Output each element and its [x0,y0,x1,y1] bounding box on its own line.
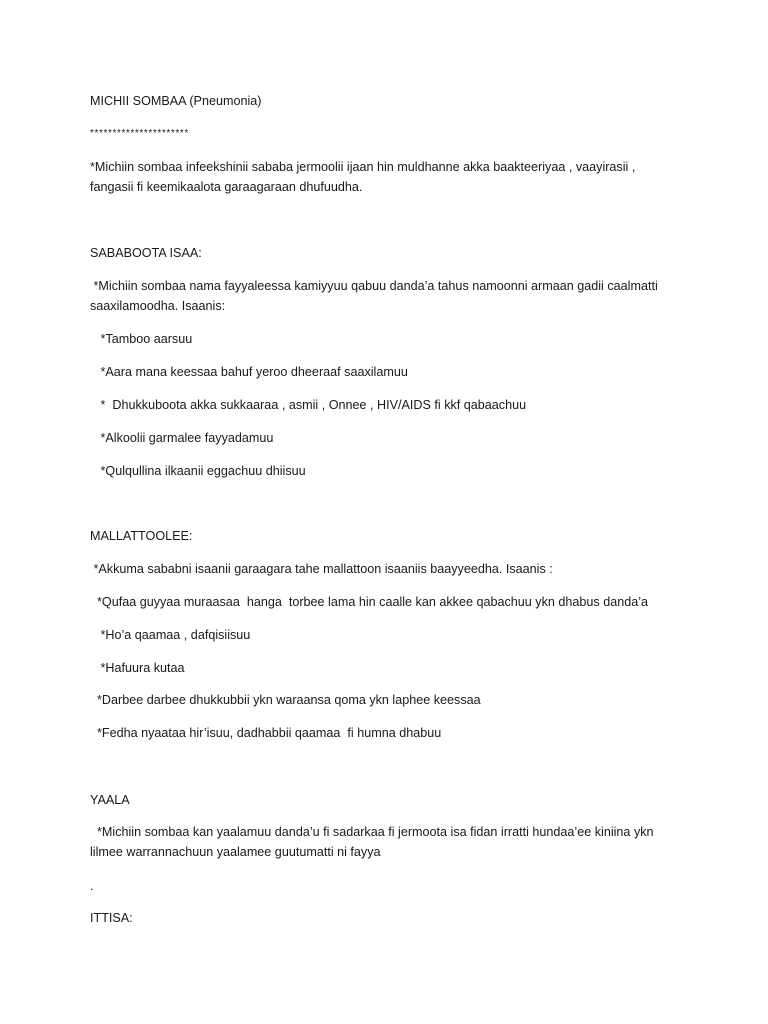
causes-item: * Dhukkuboota akka sukkaaraa , asmii , Onnee , HIV/AIDS fi kkf qabaachuu [90,398,527,412]
document-title: MICHII SOMBAA (Pneumonia) [90,94,262,108]
treatment-paragraph: *Michiin sombaa kan yaalamuu danda’u fi sadarkaa fi jermoota isa fidan irratti hundaa’ee kiniina ykn lilmee warrannachuun yaalamee guutumatti ni fayya [90,825,654,859]
symptoms-intro: *Akkuma sababni isaanii garaagara tahe mallattoon isaaniis baayyeedha. Isaanis : [90,562,553,576]
title-separator: ********************** [90,128,189,139]
symptoms-heading: MALLATTOOLEE: [90,529,193,543]
intro-paragraph: *Michiin sombaa infeekshinii sababa jermoolii ijaan hin muldhanne akka baakteeriyaa , vaayirasii , fangasii fi keemikaalota garaagaraan dhufuudha. [90,160,636,194]
causes-intro: *Michiin sombaa nama fayyaleessa kamiyyuu qabuu danda’a tahus namoonni armaan gadii caalmatti saaxilamoodha. Isaanis: [90,279,658,313]
causes-item: *Tamboo aarsuu [90,332,193,346]
treatment-heading: YAALA [90,793,130,807]
causes-item: *Qulqullina ilkaanii eggachuu dhiisuu [90,464,306,478]
symptoms-item: *Fedha nyaataa hir’isuu, dadhabbii qaamaa fi humna dhabuu [90,726,442,740]
symptoms-item: *Qufaa guyyaa muraasaa hanga torbee lama hin caalle kan akkee qabachuu ykn dhabus danda’a [90,595,649,609]
symptoms-item: *Darbee darbee dhukkubbii ykn waraansa qoma ykn laphee keessaa [90,693,481,707]
causes-item: *Aara mana keessaa bahuf yeroo dheeraaf saaxilamuu [90,365,408,379]
symptoms-item: *Ho’a qaamaa , dafqisiisuu [90,628,251,642]
prevention-heading: ITTISA: [90,911,133,925]
causes-item: *Alkoolii garmalee fayyadamuu [90,431,274,445]
treatment-trailing-dot: . [90,879,94,893]
causes-heading: SABABOOTA ISAA: [90,246,202,260]
symptoms-item: *Hafuura kutaa [90,661,185,675]
